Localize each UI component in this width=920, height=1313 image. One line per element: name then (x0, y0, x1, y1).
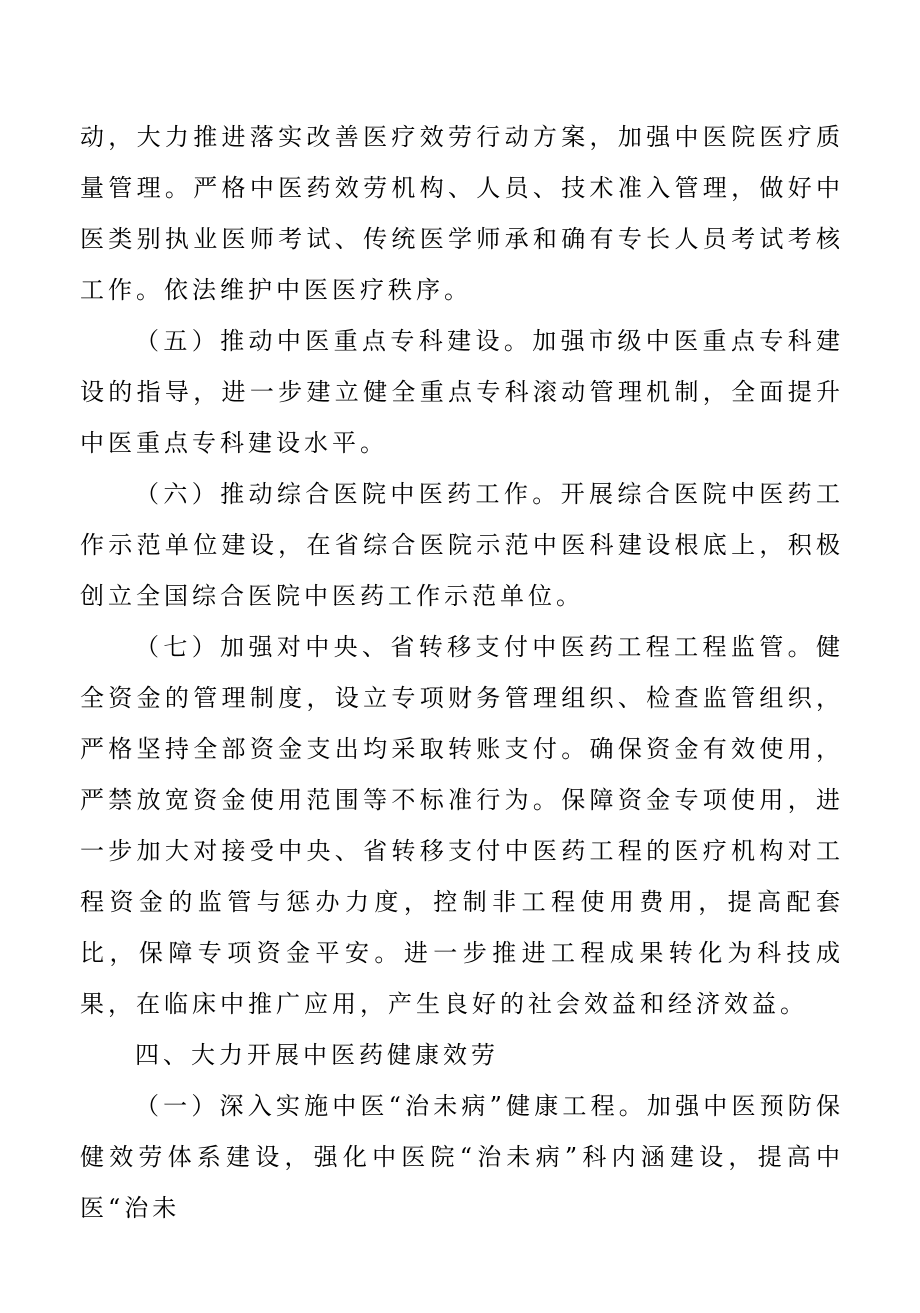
paragraph-item-6-general-hospital-tcm: （六）推动综合医院中医药工作。开展综合医院中医药工作示范单位建设，在省综合医院示范中医科建设根底上，积极创立全国综合医院中医药工作示范单位。 (80, 480, 844, 610)
section-heading-4: 四、大力开展中医药健康效劳 (135, 1041, 499, 1069)
paragraph-item-7-fund-supervision: （七）加强对中央、省转移支付中医药工程工程监管。健全资金的管理制度，设立专项财务管理组织、检查监管组织，严格坚持全部资金支出均采取转账支付。确保资金有效使用，严禁放宽资金使用范围等不标准行为。保障资金专项使用，进一步加大对接受中央、省转移支付中医药工程的医疗机构对工程资金的监管与惩办力度，控制非工程使用费用，提高配套比，保障专项资金平安。进一步推进工程成果转化为科技成果，在临床中推广应用，产生良好的社会效益和经济效益。 (80, 633, 844, 1018)
paragraph-item-1-preventive-care: （一）深入实施中医“治未病”健康工程。加强中医预防保健效劳体系建设，强化中医院“治未病”科内涵建设，提高中医“治未 (80, 1092, 844, 1222)
document-body (80, 112, 844, 1234)
paragraph-item-5-specialty-construction: （五）推动中医重点专科建设。加强市级中医重点专科建设的指导，进一步建立健全重点专科滚动管理机制，全面提升中医重点专科建设水平。 (80, 327, 844, 457)
paragraph-continued: 动，大力推进落实改善医疗效劳行动方案，加强中医院医疗质量管理。严格中医药效劳机构、人员、技术准入管理，做好中医类别执业医师考试、传统医学师承和确有专长人员考试考核工作。依法维护中医医疗秩序。 (80, 123, 844, 304)
